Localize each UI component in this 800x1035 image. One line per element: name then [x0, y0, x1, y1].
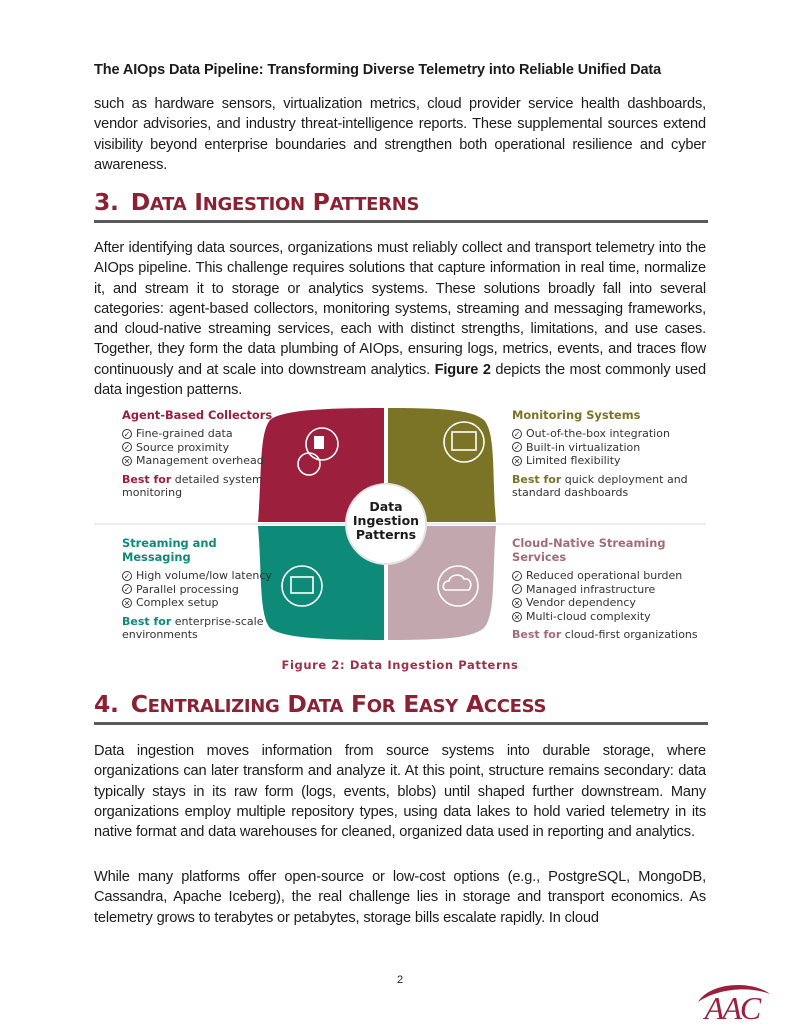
figure-caption: Figure 2: Data Ingestion Patterns: [281, 658, 519, 672]
check-circle-icon: ✓: [123, 585, 131, 595]
section-3-paragraph-main: After identifying data sources, organizations must reliably collect and transport telemetry into the AIOps pipeline. This challenge requires solutions that capture information in real time, normalize it, and stream it to storage or analytics systems. These solutions broadly fall into several categories: agent-based collectors, monitoring systems, streaming and messaging frameworks, and cloud-native streaming services, each with distinct strengths, limitations, and use cases. Together, they form the data plumbing of AIOps, ensuring logs, metrics, events, and traces flow continuously and at scale into downstream analytics.: [94, 240, 706, 378]
quadrant-top-right: [512, 408, 692, 499]
best-for-label: Best for: [122, 614, 172, 628]
quadrant-list-item: [122, 596, 282, 610]
intro-paragraph: such as hardware sensors, virtualization metrics, cloud provider service health dashboards, vendor advisories, and industry threat-intelligence reports. These supplemental sources extend visibility beyond enterprise boundaries and strengthen both operational resilience and cyber awareness.: [94, 96, 706, 173]
quadrant-list-item-text: High volume/low latency: [136, 569, 272, 582]
quadrant-list-item: [122, 454, 282, 468]
aac-logo-text: AAC: [704, 990, 760, 1026]
best-for-text: enterprise-scale environments: [122, 614, 264, 641]
section-4-paragraph-2: While many platforms offer open-source or low-cost options (e.g., PostgreSQL, MongoDB, Cassandra, Apache Iceberg), the real challenge lies in storage and transport economics. As telemetry grows to terabytes or petabytes, storage bills escalate rapidly. In cloud: [94, 869, 706, 926]
best-for-note: [512, 628, 702, 641]
best-for-text: detailed system monitoring: [122, 472, 263, 499]
check-circle-icon: ✓: [123, 571, 131, 581]
best-for-label: Best for: [512, 628, 562, 642]
quadrant-bottom-right: [512, 536, 702, 641]
section-3-heading: [94, 188, 708, 223]
quadrant-list-item-text: Parallel processing: [136, 582, 239, 596]
quadrant-list: [122, 569, 282, 610]
quadrant-list-item: [512, 610, 702, 624]
check-circle-icon: ✓: [123, 429, 131, 439]
quadrant-list-item-text: Out-of-the-box integration: [526, 427, 670, 440]
x-circle-icon: ✕: [123, 456, 131, 466]
quadrant-list-item: [512, 441, 692, 455]
quadrant-list-item: [512, 583, 702, 597]
quadrant-title: Agent-Based Collectors: [122, 408, 273, 422]
best-for-label: Best for: [512, 472, 562, 486]
check-circle-icon: ✓: [123, 443, 131, 453]
section-3-paragraph: [94, 238, 706, 400]
center-label: Data Ingestion Patterns: [352, 499, 420, 542]
best-for-label: Best for: [122, 472, 172, 486]
section-4-heading: [94, 690, 708, 725]
quadrant-list-item: [512, 569, 702, 583]
quadrant-list-item-text: Multi-cloud complexity: [526, 609, 651, 623]
aac-logo: [690, 980, 774, 1030]
best-for-text: quick deployment and standard dashboards: [512, 472, 688, 499]
document-icon: [314, 436, 324, 449]
x-circle-icon: ✕: [513, 612, 521, 622]
section-4-number: 4.: [94, 690, 119, 718]
x-circle-icon: ✕: [513, 598, 521, 608]
section-4-title: CENTRALIZING DATA FOR EASY ACCESS: [130, 690, 547, 718]
figure-reference: Figure 2: [434, 361, 491, 378]
quadrant-list-item-text: Management overhead: [136, 454, 264, 468]
quadrant-list: [122, 427, 282, 468]
quadrant-list: [512, 427, 692, 468]
quadrant-list-item-text: Complex setup: [136, 596, 219, 610]
x-circle-icon: ✕: [513, 456, 521, 466]
quadrant-list-item-text: Managed infrastructure: [526, 582, 656, 596]
check-circle-icon: ✓: [513, 443, 521, 453]
quadrant-list-item: [122, 441, 282, 455]
running-header: The AIOps Data Pipeline: Transforming Diverse Telemetry into Reliable Unified Data: [94, 62, 662, 78]
check-circle-icon: ✓: [513, 585, 521, 595]
quadrant-list-item: [512, 427, 692, 441]
quadrant-bottom-left: [122, 536, 282, 641]
section-3-number: 3.: [94, 188, 119, 216]
quadrant-title: Streaming and Messaging: [122, 536, 217, 564]
data-ingestion-figure: [94, 404, 706, 644]
quadrant-list: [512, 569, 702, 623]
quadrant-list-item: [512, 596, 702, 610]
section-3-paragraph-tail: depicts the most commonly used data ingestion patterns.: [94, 361, 706, 399]
page-number: 2: [396, 974, 404, 986]
quadrant-list-item-text: Source proximity: [136, 440, 230, 454]
quadrant-list-item-text: Reduced operational burden: [526, 569, 683, 582]
quadrant-top-left: [122, 408, 282, 499]
quadrant-list-item-text: Built-in virtualization: [526, 440, 641, 454]
check-circle-icon: ✓: [513, 571, 521, 581]
quadrant-list-item: [512, 454, 692, 468]
quadrant-title: Cloud-Native Streaming Services: [512, 536, 666, 564]
quadrant-title: Monitoring Systems: [512, 408, 641, 422]
best-for-note: [122, 615, 282, 641]
quadrant-list-item: [122, 427, 282, 441]
check-circle-icon: ✓: [513, 429, 521, 439]
section-3-title: DATA INGESTION PATTERNS: [130, 188, 420, 216]
x-circle-icon: ✕: [123, 598, 131, 608]
quadrant-list-item-text: Limited flexibility: [526, 454, 621, 468]
quadrant-list-item: [122, 583, 282, 597]
best-for-note: [512, 473, 692, 499]
quadrant-list-item-text: Fine-grained data: [136, 427, 233, 440]
quadrant-list-item: [122, 569, 282, 583]
quadrant-list-item-text: Vendor dependency: [526, 596, 636, 610]
best-for-note: [122, 473, 282, 499]
best-for-text: cloud-first organizations: [564, 628, 698, 642]
section-4-paragraph-1: Data ingestion moves information from source systems into durable storage, where organizations can later transform and analyze it. At this point, structure remains secondary: data typically stays in its raw form (logs, events, blobs) until shaped further downstream. Many organizations employ multiple repository types, using data lakes to hold varied telemetry in its native format and data warehouses for cleaned, organized data used in reporting and analytics.: [94, 743, 706, 841]
